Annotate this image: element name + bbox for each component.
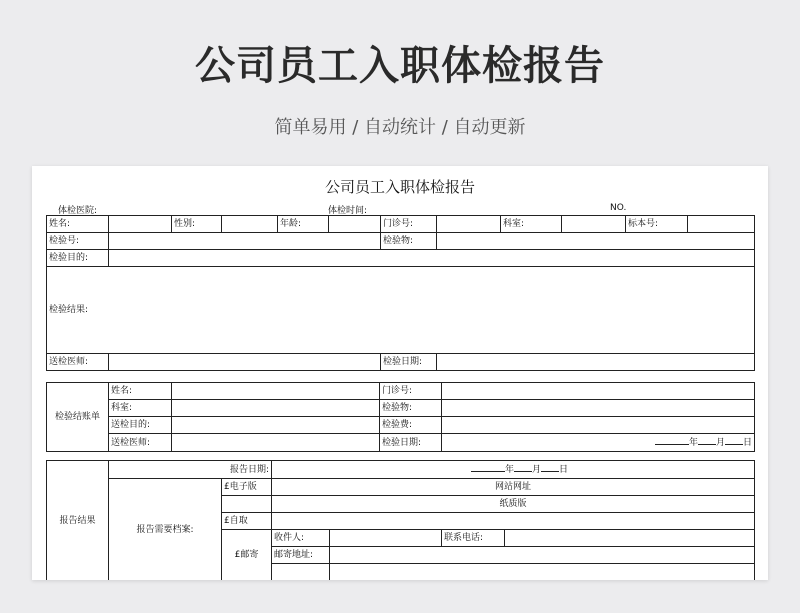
report-date-field[interactable]: [272, 461, 755, 479]
address-field-2[interactable]: [330, 564, 755, 581]
bill-clinic-no-label: 门诊号:: [380, 383, 442, 400]
bill-name-label: 姓名:: [109, 383, 172, 400]
sample-no-label: 标本号:: [626, 216, 688, 233]
number-label: NO.: [610, 203, 627, 213]
result-area[interactable]: [47, 267, 755, 354]
phone-label: 联系电话:: [442, 530, 505, 547]
bill-purpose-label: 送检目的:: [109, 417, 172, 434]
gender-field[interactable]: [222, 216, 278, 233]
bill-clinic-no-field[interactable]: [442, 383, 755, 400]
paper-field[interactable]: 纸质版: [272, 496, 755, 513]
department-field[interactable]: [562, 216, 626, 233]
address-label: 邮寄地址:: [272, 547, 330, 564]
year-label: 年: [688, 438, 698, 448]
day-label: 日: [742, 438, 752, 448]
bill-purpose-field[interactable]: [172, 417, 380, 434]
recipient-label: 收件人:: [272, 530, 330, 547]
name-field[interactable]: [109, 216, 172, 233]
report-section-label: 报告结果: [47, 461, 109, 581]
report-day-blank[interactable]: [541, 461, 559, 472]
bill-test-date-field[interactable]: [442, 434, 755, 452]
department-label: 科室:: [501, 216, 562, 233]
test-date-label: 检验日期:: [381, 354, 437, 371]
test-no-field[interactable]: [109, 233, 381, 250]
gender-label: 性别:: [172, 216, 222, 233]
report-year-blank[interactable]: [471, 461, 505, 472]
month-label: 月: [715, 438, 725, 448]
age-label: 年龄:: [278, 216, 329, 233]
phone-field[interactable]: [505, 530, 755, 547]
pickup-field[interactable]: [272, 513, 755, 530]
test-no-label: 检验号:: [47, 233, 109, 250]
pickup-option[interactable]: £自取: [222, 513, 272, 530]
report-day-label: 日: [559, 465, 569, 475]
billing-section-label: 检验结账单: [47, 383, 109, 452]
bill-department-label: 科室:: [109, 400, 172, 417]
bill-doctor-label: 送检医师:: [109, 434, 172, 452]
bill-test-date-label: 检验日期:: [380, 434, 442, 452]
name-label: 姓名:: [47, 216, 109, 233]
year-blank[interactable]: [655, 434, 689, 445]
website-field[interactable]: 网站网址: [272, 479, 755, 496]
address-field[interactable]: [330, 547, 755, 564]
billing-table: [46, 382, 755, 452]
doctor-field[interactable]: [109, 354, 381, 371]
day-blank[interactable]: [725, 434, 743, 445]
recipient-field[interactable]: [330, 530, 442, 547]
test-item-field[interactable]: [437, 233, 755, 250]
hero-subtitle: 简单易用 / 自动统计 / 自动更新: [274, 117, 526, 138]
bill-fee-field[interactable]: [442, 417, 755, 434]
mail-option[interactable]: £邮寄: [222, 530, 272, 581]
report-sheet: [32, 166, 768, 580]
bill-department-field[interactable]: [172, 400, 380, 417]
sample-no-field[interactable]: [688, 216, 755, 233]
month-blank[interactable]: [698, 434, 716, 445]
report-month-label: 月: [532, 465, 542, 475]
clinic-no-label: 门诊号:: [381, 216, 437, 233]
purpose-label: 检验目的:: [47, 250, 109, 267]
bill-doctor-field[interactable]: [172, 434, 380, 452]
bill-test-item-label: 检验物:: [380, 400, 442, 417]
bill-fee-label: 检验费:: [380, 417, 442, 434]
test-date-field[interactable]: [437, 354, 755, 371]
clinic-no-field[interactable]: [437, 216, 501, 233]
report-result-table: [46, 460, 755, 580]
electronic-option-spacer: [222, 496, 272, 513]
address-extra: [272, 564, 330, 581]
document-title: 公司员工入职体检报告: [324, 178, 475, 196]
hospital-label: 体检医院:: [58, 206, 98, 216]
result-label: 检验结果:: [49, 305, 89, 315]
bill-name-field[interactable]: [172, 383, 380, 400]
purpose-field[interactable]: [109, 250, 755, 267]
report-date-label: 报告日期:: [109, 461, 272, 479]
doctor-label: 送检医师:: [47, 354, 109, 371]
hero-title: 公司员工入职体检报告: [195, 43, 605, 89]
test-info-table: [46, 215, 755, 371]
report-year-label: 年: [505, 465, 515, 475]
age-field[interactable]: [329, 216, 381, 233]
archive-label: 报告需要档案:: [109, 479, 222, 581]
electronic-option[interactable]: £电子版: [222, 479, 272, 496]
test-item-label: 检验物:: [381, 233, 437, 250]
exam-time-label: 体检时间:: [328, 206, 368, 216]
report-month-blank[interactable]: [514, 461, 532, 472]
bill-test-item-field[interactable]: [442, 400, 755, 417]
